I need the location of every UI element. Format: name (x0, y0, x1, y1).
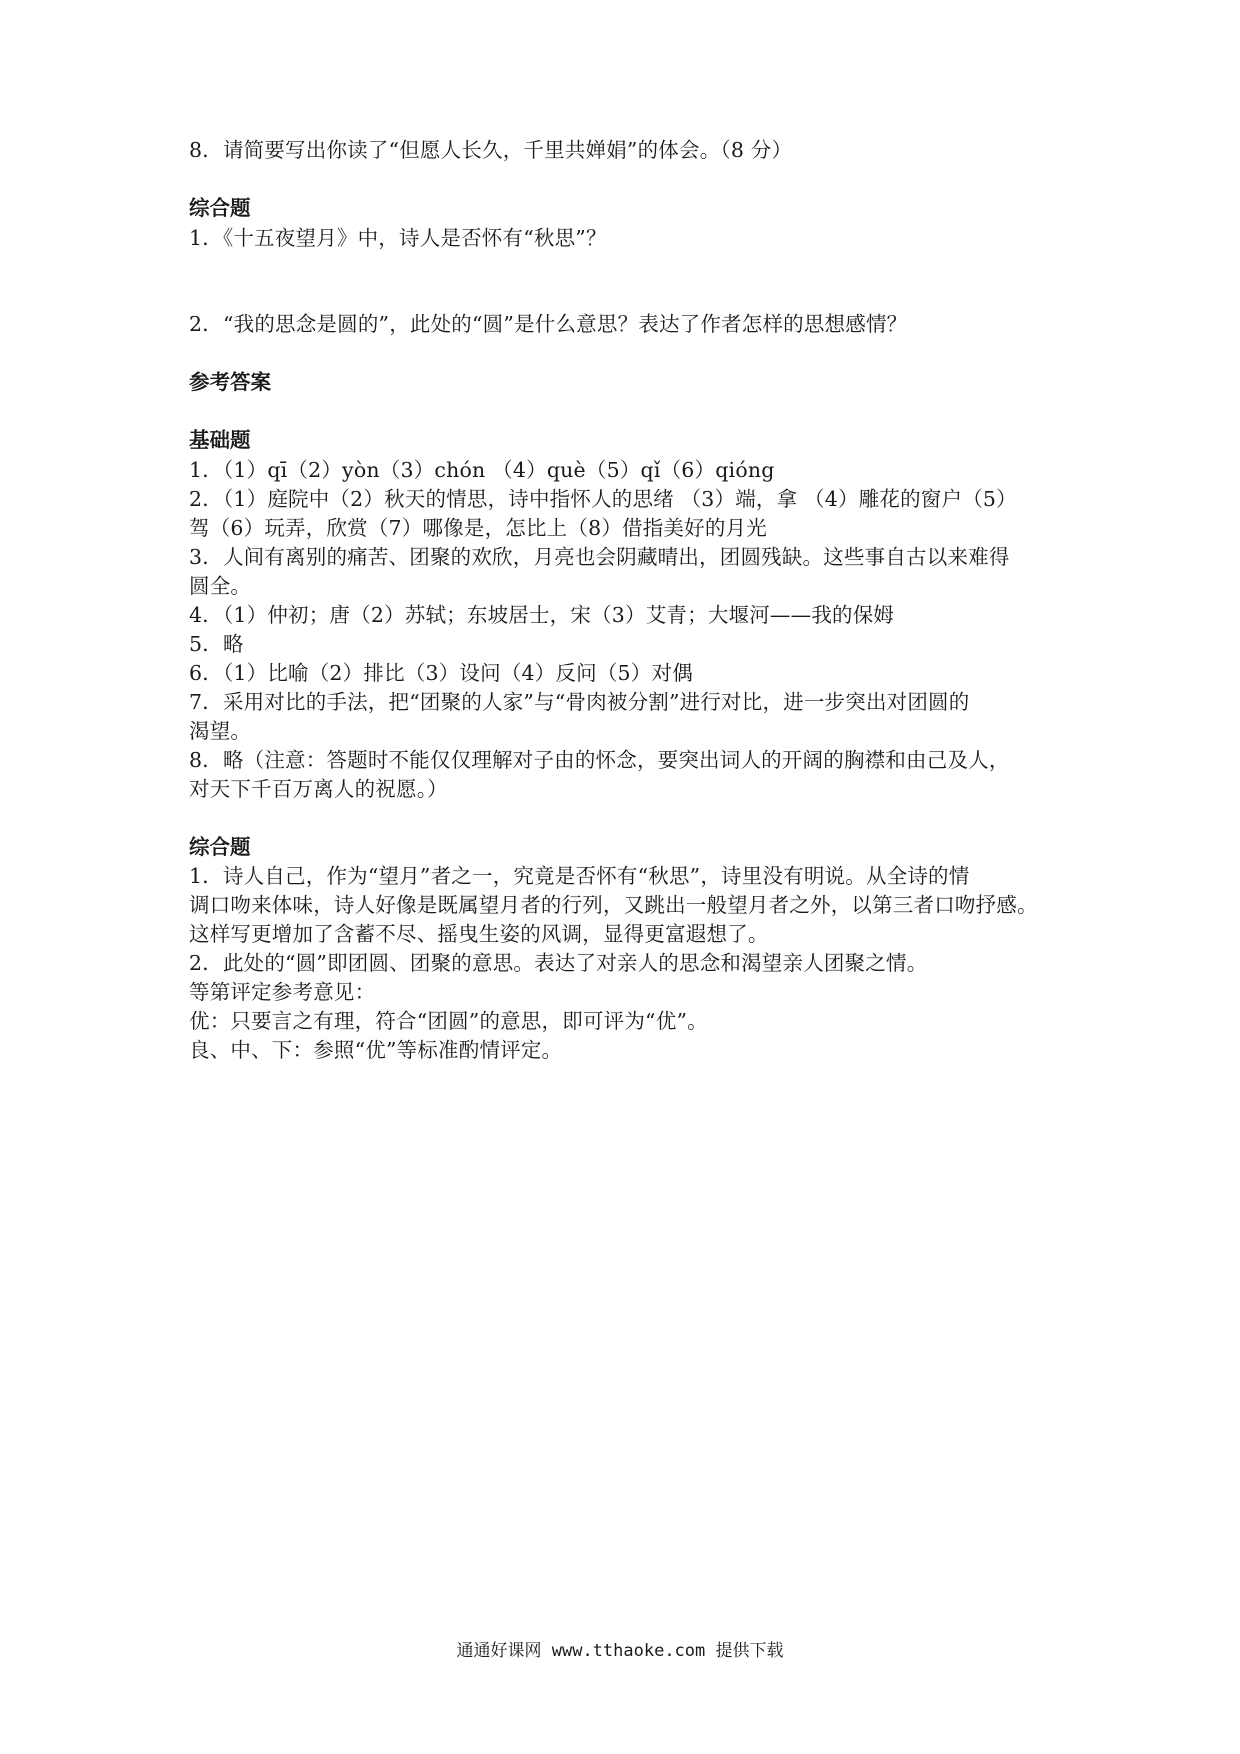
question-8: 8．请简要写出你读了“但愿人长久，千里共婵娟”的体会。（8 分） (189, 138, 793, 162)
grading-excellent: 优：只要言之有理，符合“团圆”的意思，即可评为“优”。 (189, 1009, 708, 1033)
basic-answers-heading: 基础题 (189, 428, 251, 452)
basic-answer-6: 6．（1）比喻（2）排比（3）设问（4）反问（5）对偶 (189, 661, 693, 685)
grading-heading: 等第评定参考意见： (189, 980, 376, 1004)
page-footer: 通通好课网 www.tthaoke.com 提供下载 (456, 1641, 784, 1661)
basic-answer-7-line-2: 渴望。 (189, 719, 252, 743)
answers-heading: 参考答案 (189, 370, 271, 394)
comprehensive-answers-heading: 综合题 (189, 835, 251, 859)
basic-answer-3-line-1: 3．人间有离别的痛苦、团聚的欢欣，月亮也会阴藏晴出，团圆残缺。这些事自古以来难得 (189, 545, 1010, 569)
grading-others: 良、中、下：参照“优”等标准酌情评定。 (189, 1038, 563, 1062)
comprehensive-questions-heading: 综合题 (189, 196, 251, 220)
comprehensive-answer-1-line-3: 这样写更增加了含蓄不尽、摇曳生姿的风调，显得更富遐想了。 (189, 922, 769, 946)
comprehensive-question-1: 1．《十五夜望月》中，诗人是否怀有“秋思”？ (189, 226, 607, 250)
basic-answer-2-line-2: 驾（6）玩弄，欣赏（7）哪像是，怎比上（8）借指美好的月光 (189, 516, 767, 540)
basic-answer-5: 5．略 (189, 632, 244, 656)
basic-answer-7-line-1: 7．采用对比的手法，把“团聚的人家”与“骨肉被分割”进行对比，进一步突出对团圆的 (189, 690, 970, 714)
comprehensive-question-2: 2．“我的思念是圆的”，此处的“圆”是什么意思？表达了作者怎样的思想感情？ (189, 312, 908, 336)
comprehensive-answer-1-line-1: 1．诗人自己，作为“望月”者之一，究竟是否怀有“秋思”，诗里没有明说。从全诗的情 (189, 864, 970, 888)
basic-answer-2-line-1: 2．（1）庭院中（2）秋天的情思，诗中指怀人的思绪 （3）端，拿 （4）雕花的窗户（5） (189, 487, 1017, 511)
basic-answer-8-line-1: 8．略（注意：答题时不能仅仅理解对子由的怀念，要突出词人的开阔的胸襟和由己及人， (189, 748, 1010, 772)
basic-answer-3-line-2: 圆全。 (189, 574, 252, 598)
comprehensive-answer-1-line-2: 调口吻来体味，诗人好像是既属望月者的行列，又跳出一般望月者之外，以第三者口吻抒感。 (189, 893, 1038, 917)
comprehensive-answer-2: 2．此处的“圆”即团圆、团聚的意思。表达了对亲人的思念和渴望亲人团聚之情。 (189, 951, 928, 975)
basic-answer-8-line-2: 对天下千百万离人的祝愿。） (189, 777, 448, 801)
basic-answer-1: 1．（1）qī（2）yòn（3）chón （4）què（5）qǐ（6）qióng (189, 458, 775, 482)
basic-answer-4: 4．（1）仲初；唐（2）苏轼；东坡居士，宋（3）艾青；大堰河——我的保姆 (189, 603, 895, 627)
